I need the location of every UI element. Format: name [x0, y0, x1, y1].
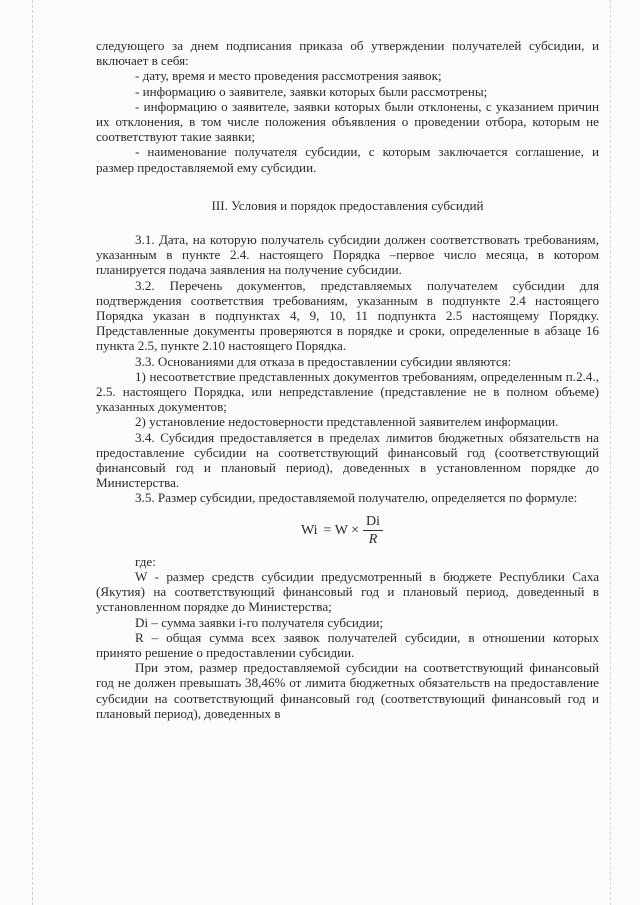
scan-fold-line-left: [32, 0, 33, 905]
document-body: [96, 38, 599, 721]
section-heading: III. Условия и порядок предоставления субсидий: [211, 197, 484, 213]
paragraph: 1) несоответствие представленных документов требованиям, определенным п.2.4., 2.5. настоящего Порядка, или непредставление (представление не в полном объеме) указанных документов;: [96, 368, 599, 415]
formula-fraction: [363, 514, 383, 548]
formula: [96, 508, 599, 554]
formula-lhs: Wi: [301, 523, 318, 539]
list-item: - информацию о заявителе, заявки которых были отклонены, с указанием причин их отклонения, в том числе положения объявления о проведении отбора, которым не соответствуют такие заявки;: [96, 98, 599, 145]
paragraph: 3.5. Размер субсидии, предоставляемой получателю, определяется по формуле:: [135, 490, 578, 506]
paragraph: 3.1. Дата, на которую получатель субсидии должен соответствовать требованиям, указанным в пункте 2.4. настоящего Порядка –первое число месяца, в котором планируется подача заявления на получение субсидии.: [96, 232, 599, 278]
paragraph: При этом, размер предоставляемой субсидии на соответствующий финансовый год не должен превышать 38,46% от лимита бюджетных обязательств на предоставление субсидии на соответствующий финансовый год (соответствующий финансовый год и плановый период), доведенных в: [96, 660, 599, 721]
paragraph: 3.3. Основаниями для отказа в предоставлении субсидии являются:: [135, 353, 512, 369]
paragraph: Di – сумма заявки i-го получателя субсидии;: [135, 614, 384, 630]
paragraph: 3.2. Перечень документов, представляемых получателем субсидии для подтверждения соответствия требованиям, указанным в подпункте 2.4 настоящего Порядка указан в подпунктах 4, 9, 10, 11 подпункта 2.5 настоящему Порядку. Представленные документы проверяются в порядке и сроки, определенные в абзаце 16 пункта 2.5, пункте 2.10 настоящего Порядка.: [96, 277, 599, 354]
paragraph: где:: [135, 553, 156, 569]
list-item: - информацию о заявителе, заявки которых были рассмотрены;: [135, 83, 488, 99]
list-item: - дату, время и место проведения рассмотрения заявок;: [135, 68, 442, 84]
paragraph: R – общая сумма всех заявок получателей субсидии, в отношении которых принято решение о предоставлении субсидии.: [96, 629, 599, 660]
paragraph: 3.4. Субсидия предоставляется в пределах лимитов бюджетных обязательств на предоставление субсидии на соответствующий финансовый год (соответствующий финансовый год и плановый период), доведенных в установленном порядке до Министерства.: [96, 429, 599, 491]
paragraph: следующего за днем подписания приказа об утверждении получателей субсидии, и включает в себя:: [96, 38, 599, 69]
formula-rhs: = W ×: [323, 523, 360, 539]
formula-numerator: Di: [363, 514, 383, 531]
list-item: - наименование получателя субсидии, с которым заключается соглашение, и размер предоставляемой ему субсидии.: [96, 144, 599, 175]
paragraph: W - размер средств субсидии предусмотренный в бюджете Республики Саха (Якутия) на соответствующий финансовый год и плановый период, доведенный в установленном порядке до Министерства;: [96, 568, 599, 615]
formula-denominator: R: [368, 531, 378, 547]
scan-fold-line-right: [610, 0, 611, 905]
paragraph: 2) установление недостоверности представленной заявителем информации.: [135, 414, 559, 430]
